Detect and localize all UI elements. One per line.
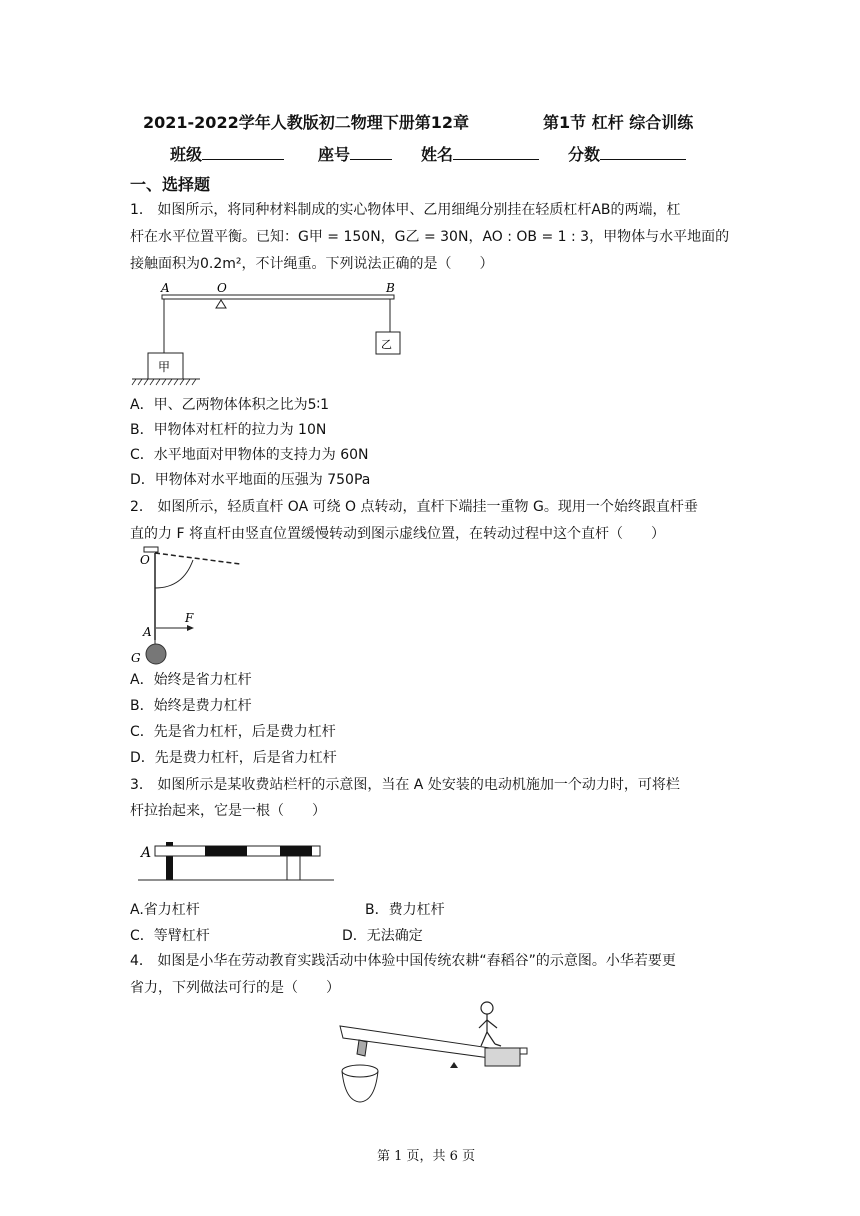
field-score — [568, 142, 686, 165]
q1-option-a[interactable]: A．甲、乙两物体体积之比为5∶1 — [130, 397, 330, 413]
q1-ground-hatch — [132, 379, 196, 385]
q3-option-c[interactable]: C．等臂杠杆 — [130, 928, 210, 944]
q1-line2: 杆在水平位置平衡。已知：G甲 = 150N，G乙 = 30N，AO : OB = 1 : 3，甲物体与水平地面的 — [130, 229, 730, 245]
q2-option-b[interactable]: B．始终是费力杠杆 — [130, 698, 252, 714]
q1-option-c[interactable]: C．水平地面对甲物体的支持力为 60N — [130, 447, 369, 463]
field-class-blank — [202, 145, 284, 160]
q3-option-b[interactable]: B．费力杠杆 — [365, 902, 445, 918]
q1-option-d[interactable]: D．甲物体对水平地面的压强为 750Pa — [130, 472, 371, 488]
q1-lever-bar — [162, 295, 394, 299]
q1-fulcrum — [216, 300, 226, 308]
q4-pestle-head — [357, 1040, 367, 1056]
q2-line2: 直的力 F 将直杆由竖直位置缓慢转动到图示虚线位置，在转动过程中这个直杆（ ） — [130, 526, 665, 542]
q2-rotation-arc — [155, 560, 193, 588]
q3-stripe-1 — [205, 846, 247, 856]
q1-label-O: O — [217, 281, 227, 295]
q2-label-F: F — [185, 611, 194, 625]
q3-label-A: A — [141, 845, 152, 861]
q2-rod-figure — [128, 544, 248, 666]
field-name-blank — [453, 145, 539, 160]
field-class-label: 班级 — [170, 145, 203, 164]
q2-weight-ball — [146, 644, 166, 664]
q4-fulcrum — [450, 1062, 458, 1068]
q1-label-yi: 乙 — [381, 338, 392, 351]
q2-force-arrowhead — [187, 625, 194, 631]
q2-rod-rotated — [155, 553, 240, 564]
q1-option-b[interactable]: B．甲物体对杠杆的拉力为 10N — [130, 422, 327, 438]
q1-label-B: B — [386, 281, 395, 295]
q3-option-d[interactable]: D．无法确定 — [342, 928, 423, 944]
q3-line1: 3． 如图所示是某收费站栏杆的示意图，当在 A 处安装的电动机施加一个动力时，可将栏 — [130, 777, 680, 793]
q3-barrier-figure — [130, 836, 340, 886]
q2-option-d[interactable]: D．先是费力杠杆，后是省力杠杆 — [130, 750, 337, 766]
q1-label-jia: 甲 — [158, 360, 171, 374]
q2-line1: 2． 如图所示，轻质直杆 OA 可绕 O 点转动，直杆下端挂一重物 G。现用一个始终跟直杆垂 — [130, 499, 698, 515]
title-left: 2021-2022学年人教版初二物理下册第12章 — [143, 113, 469, 132]
q1-label-A: A — [161, 281, 170, 295]
q1-lever-figure — [128, 278, 418, 388]
q2-pivot-mount — [144, 547, 158, 552]
q1-line1: 1． 如图所示，将同种材料制成的实心物体甲、乙用细绳分别挂在轻质杠杆AB的两端，杠 — [130, 202, 681, 218]
q4-platform — [485, 1048, 520, 1066]
field-class — [170, 142, 284, 165]
q3-line2: 杆拉抬起来，它是一根（ ） — [130, 803, 326, 819]
field-name-label: 姓名 — [421, 145, 454, 164]
q4-line2: 省力，下列做法可行的是（ ） — [130, 980, 340, 996]
q4-person — [479, 1002, 501, 1046]
field-name — [421, 142, 539, 165]
q3-stripe-2 — [280, 846, 312, 856]
q2-label-A: A — [143, 625, 152, 639]
q2-label-G: G — [131, 651, 141, 665]
field-score-blank — [600, 145, 686, 160]
q4-mortar-rim — [342, 1065, 378, 1077]
q2-label-O: O — [140, 553, 150, 567]
field-seat-label: 座号 — [318, 145, 351, 164]
q1-line3: 接触面积为0.2m²，不计绳重。下列说法正确的是（ ） — [130, 256, 494, 272]
title-right: 第1节 杠杆 综合训练 — [543, 113, 694, 132]
field-seat-blank — [350, 145, 392, 160]
q4-line1: 4． 如图是小华在劳动教育实践活动中体验中国传统农耕“舂稻谷”的示意图。小华若要更 — [130, 953, 676, 969]
field-seat — [318, 142, 392, 165]
field-score-label: 分数 — [568, 145, 601, 164]
q2-option-a[interactable]: A．始终是省力杠杆 — [130, 672, 252, 688]
q4-mortar-figure — [335, 998, 530, 1108]
q3-option-a[interactable]: A.省力杠杆 — [130, 902, 200, 918]
section-heading: 一、选择题 — [130, 175, 211, 194]
q2-option-c[interactable]: C．先是省力杠杆，后是费力杠杆 — [130, 724, 336, 740]
page-footer: 第 1 页，共 6 页 — [377, 1149, 476, 1164]
